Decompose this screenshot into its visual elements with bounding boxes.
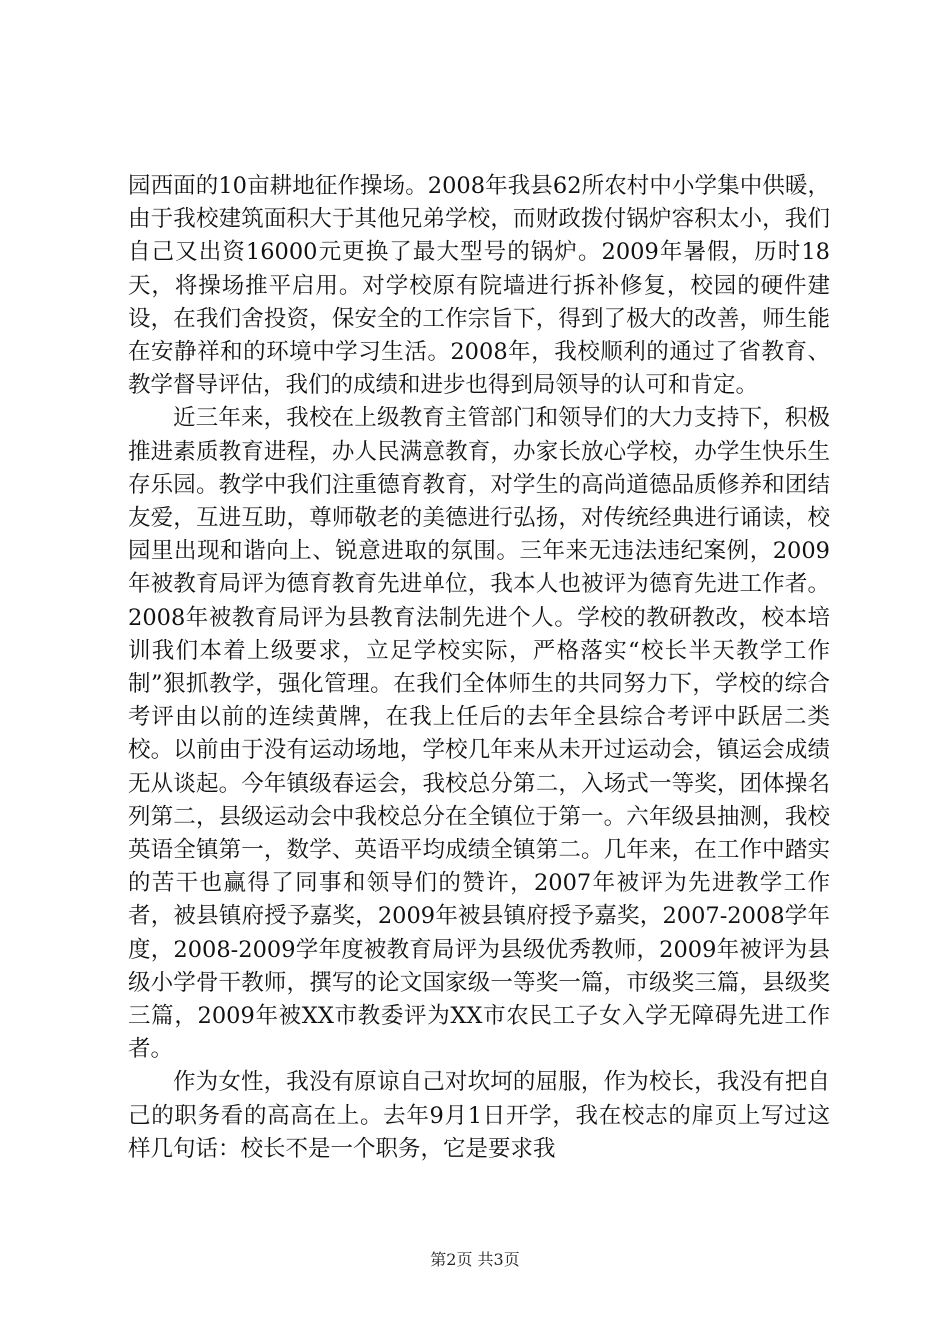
page-number-label: 第2页 共3页 bbox=[430, 1250, 520, 1269]
paragraph-1: 园西面的10亩耕地征作操场。2008年我县62所农村中小学集中供暖，由于我校建筑面积大于其他兄弟学校，而财政拨付锅炉容积太小，我们自己又出资16000元更换了最大型号的锅炉。2009年暑假，历时18天，将操场推平启用。对学校原有院墙进行拆补修复，校园的硬件建设，在我们舍投资，保安全的工作宗旨下，得到了极大的改善，师生能在安静祥和的环境中学习生活。2008年，我校顺利的通过了省教育、教学督导评估，我们的成绩和进步也得到局领导的认可和肯定。 bbox=[128, 173, 830, 399]
paragraph-2: 近三年来，我校在上级教育主管部门和领导们的大力支持下，积极推进素质教育进程，办人民满意教育，办家长放心学校，办学生快乐生存乐园。教学中我们注重德育教育，对学生的高尚道德品质修养和团结友爱，互进互助，尊师敬老的美德进行弘扬，对传统经典进行诵读，校园里出现和谐向上、锐意进取的氛围。三年来无违法违纪案例，2009年被教育局评为德育教育先进单位，我本人也被评为德育先进工作者。2008年被教育局评为县教育法制先进个人。学校的教研教改，校本培训我们本着上级要求，立足学校实际，严格落实“校长半天教学工作制”狠抓教学，强化管理。在我们全体师生的共同努力下，学校的综合考评由以前的连续黄牌，在我上任后的去年全县综合考评中跃居二类校。以前由于没有运动场地，学校几年来从未开过运动会，镇运会成绩无从谈起。今年镇级春运会，我校总分第二，入场式一等奖，团体操名列第二，县级运动会中我校总分在全镇位于第一。六年级县抽测，我校英语全镇第一，数学、英语平均成绩全镇第二。几年来，在工作中踏实的苦干也赢得了同事和领导们的赞许，2007年被评为先进教学工作者，被县镇府授予嘉奖，2009年被县镇府授予嘉奖，2007-2008学年度，2008-2009学年度被教育局评为县级优秀教师，2009年被评为县级小学骨干教师，撰写的论文国家级一等奖一篇，市级奖三篇，县级奖三篇，2009年被XX市教委评为XX市农民工子女入学无障碍先进工作者。 bbox=[128, 405, 830, 1063]
document-body bbox=[128, 170, 830, 1166]
page-footer bbox=[0, 1250, 950, 1270]
paragraph-3: 作为女性，我没有原谅自己对坎坷的屈服，作为校长，我没有把自己的职务看的高高在上。去年9月1日开学，我在校志的扉页上写过这样几句话：校长不是一个职务，它是要求我 bbox=[128, 1069, 830, 1162]
